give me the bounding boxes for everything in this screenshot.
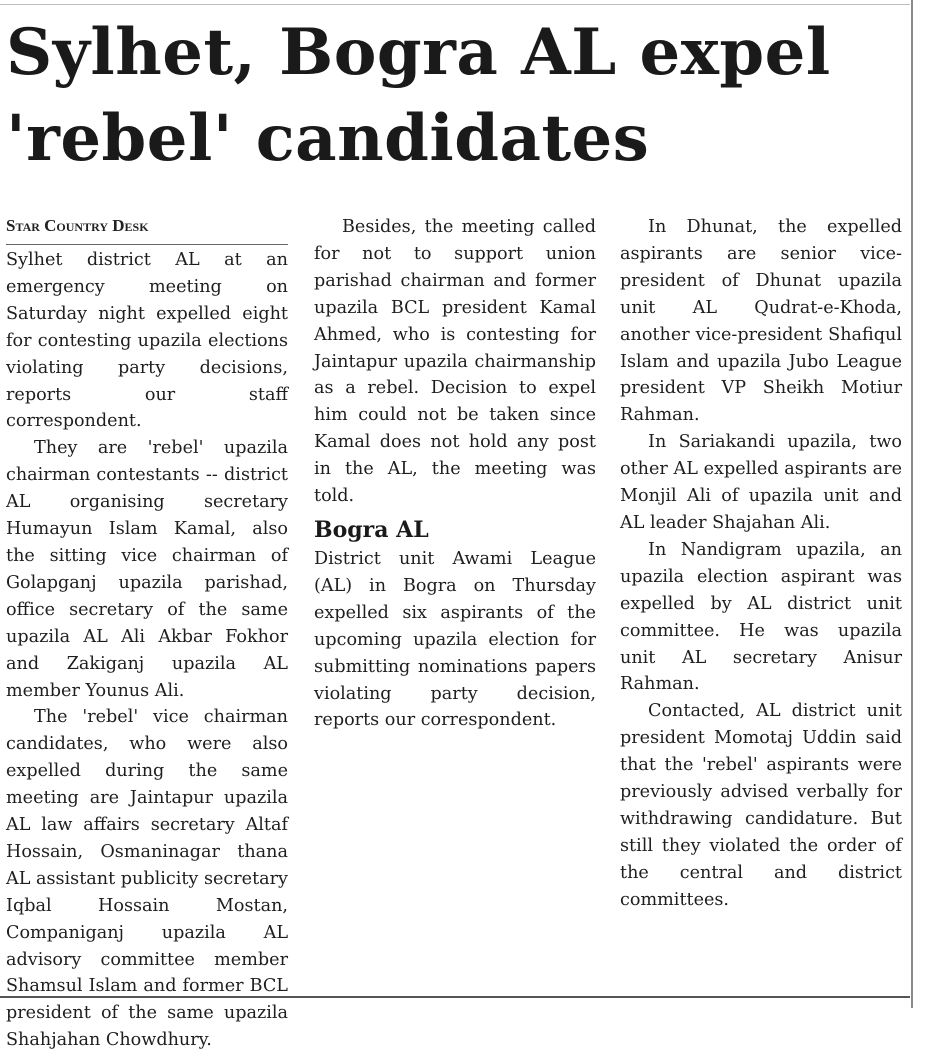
subheading: Bogra AL	[314, 516, 429, 543]
paragraph: The 'rebel' vice chairman candidates, who were also expelled during the same meeting are Jaintapur upazila AL law affairs secretary Altaf Hossain, Osmaninagar thana AL assistant publicity secretary Iqbal Hossain Mostan, Companiganj upazila AL advisory committee member Shamsul Islam and former BCL president of the same upazila Shahjahan Chowdhury.	[6, 707, 288, 1051]
paragraph: Besides, the meeting called for not to support union parishad chairman and former upazila BCL president Kamal Ahmed, who is contesting for Jaintapur upazila chairmanship as a rebel. Decision to expel him could not be taken since Kamal does not hold any post in the AL, the meeting was told.	[314, 217, 596, 507]
paragraph: In Sariakandi upazila, two other AL expelled aspirants are Monjil Ali of upazila unit and AL leader Shajahan Ali.	[620, 432, 902, 533]
bottom-rule	[0, 996, 910, 998]
paragraph: In Nandigram upazila, an upazila election aspirant was expelled by AL district unit committee. He was upazila unit AL secretary Anisur Rahman.	[620, 539, 902, 695]
paragraph: District unit Awami League (AL) in Bogra on Thursday expelled six aspirants of the upcoming upazila election for submitting nominations papers violating party decision, reports our correspondent.	[314, 548, 596, 731]
column-1	[6, 214, 288, 1054]
headline: Sylhet, Bogra AL expel 'rebel' candidates	[6, 15, 831, 176]
paragraph: Contacted, AL district unit president Momotaj Uddin said that the 'rebel' aspirants were previously advised verbally for withdrawing candidature. But still they violated the order of the central and district committees.	[620, 701, 902, 910]
column-border-rule	[911, 0, 913, 1008]
paragraph: They are 'rebel' upazila chairman contestants -- district AL organising secretary Humayun Islam Kamal, also the sitting vice chairman of Golapganj upazila parishad, office secretary of the same upazila AL Ali Akbar Fokhor and Zakiganj upazila AL member Younus Ali.	[6, 438, 288, 701]
byline-rule	[6, 244, 288, 245]
column-3	[620, 214, 902, 914]
paragraph: Sylhet district AL at an emergency meeting on Saturday night expelled eight for contesting upazila elections violating party decisions, reports our staff correspondent.	[6, 250, 288, 432]
top-rule	[0, 4, 910, 5]
column-2	[314, 214, 596, 734]
paragraph: In Dhunat, the expelled aspirants are senior vice-president of Dhunat upazila unit AL Qudrat-e-Khoda, another vice-president Shafiqul Islam and upazila Jubo League president VP Sheikh Motiur Rahman.	[620, 217, 902, 426]
byline: Star Country Desk	[6, 216, 149, 235]
